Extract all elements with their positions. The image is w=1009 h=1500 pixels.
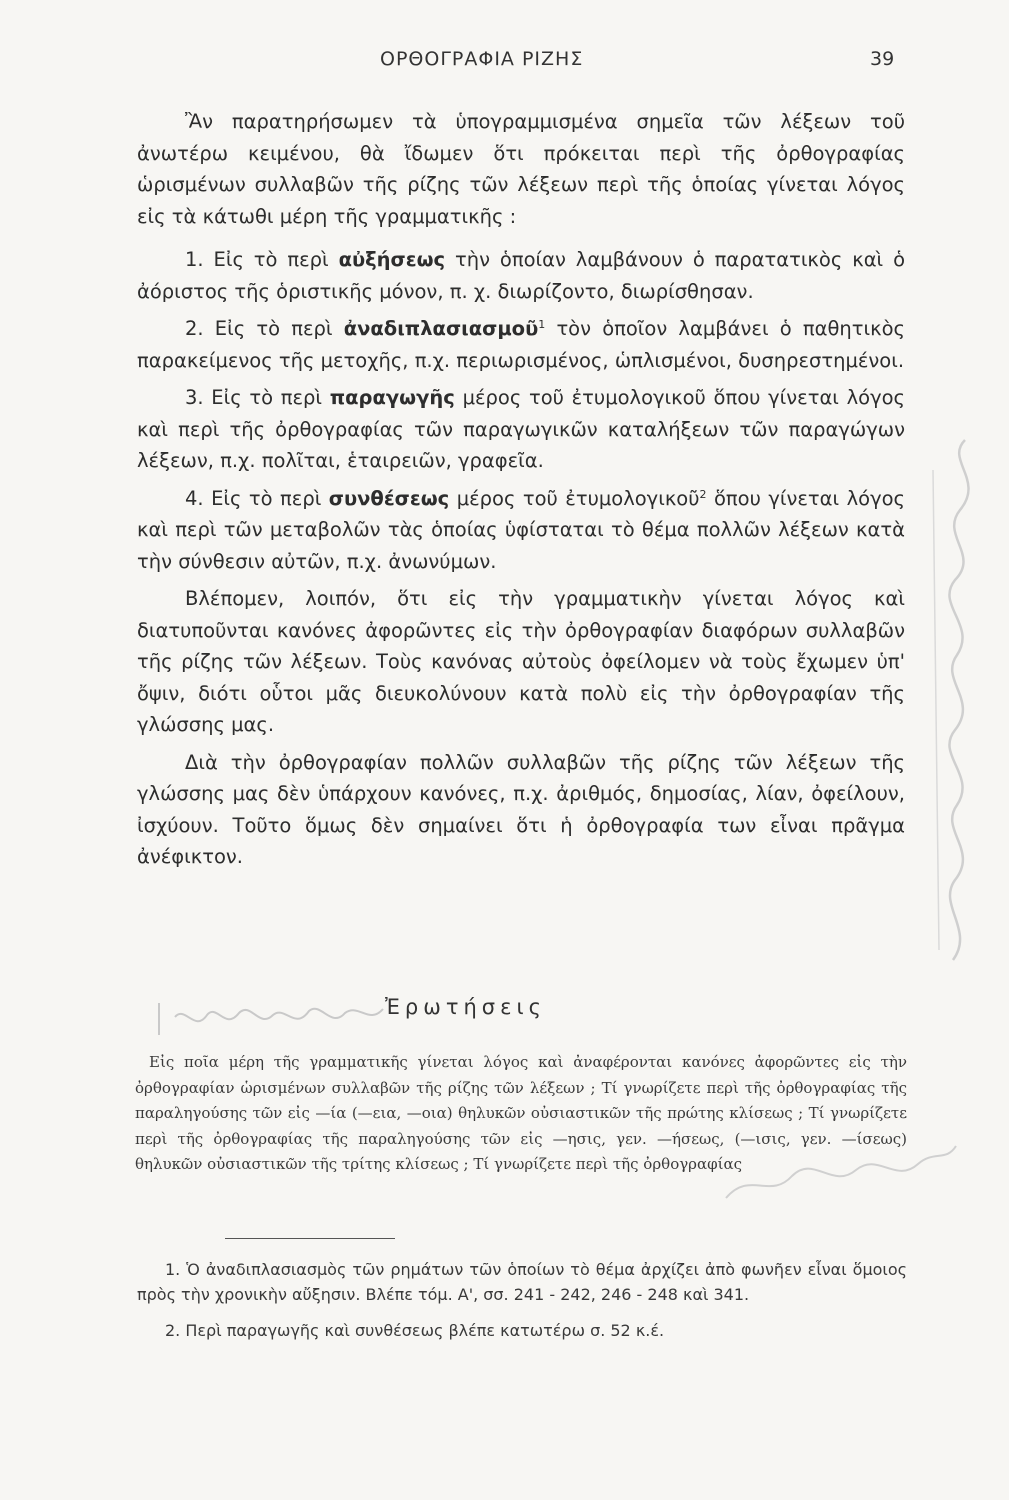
term-composition: συνθέσεως bbox=[328, 486, 450, 510]
item-1: 1. Εἰς τὸ περὶ αὐξήσεως τὴν ὁποίαν λαμβάνουν ὁ παρατατικὸς καὶ ὁ ἀόριστος τῆς ὁριστικῆς μόνον, π. χ. διωρίζοντο, διωρίσθησαν. bbox=[137, 248, 905, 303]
footnotes bbox=[137, 1258, 907, 1356]
footnote-divider bbox=[225, 1238, 395, 1239]
page-number: 39 bbox=[870, 48, 895, 70]
term-augment: αὐξήσεως bbox=[338, 248, 446, 271]
term-derivation: παραγωγῆς bbox=[329, 386, 455, 409]
questions-text: Εἰς ποῖα μέρη τῆς γραμματικῆς γίνεται λόγος καὶ ἀναφέρονται κανόνες ἀφορῶντες εἰς τὴν ὀρθογραφίαν ὡρισμένων συλλαβῶν τῆς ρίζης τῶν λέξεων ; Τί γνωρίζετε περὶ τῆς ὀρθογραφίας τῆς παραληγούσης τῶν εἰς —ία (—εια, —οια) θηλυκῶν οὐσιαστικῶν τῆς πρώτης κλίσεως ; Τί γνωρίζετε περὶ τῆς ὀρθογραφίας τῆς παραληγούσης τῶν εἰς —ησις, γεν. —ήσεως, (—ισις, γεν. —ίσεως) θηλυκῶν οὐσιαστικῶν τῆς τρίτης κλίσεως ; Τί γνωρίζετε περὶ τῆς ὀρθογραφίας bbox=[135, 1053, 907, 1173]
paragraph-rules: Βλέπομεν, λοιπόν, ὅτι εἰς τὴν γραμματικὴν γίνεται λόγος καὶ διατυποῦνται κανόνες ἀφορῶντες εἰς τὴν ὀρθογραφίαν διαφόρων συλλαβῶν τῆς ρίζης τῶν λέξεων. Τοὺς κανόνας αὐτοὺς ὀφείλομεν νὰ τοὺς ἔχωμεν ὑπ' ὄψιν, διότι οὗτοι μᾶς διευκολύνουν κατὰ πολὺ εἰς τὴν ὀρθογραφίαν τῆς γλώσσης μας. bbox=[137, 587, 905, 736]
footnote-ref-2[interactable]: 2 bbox=[699, 487, 707, 501]
paragraph-no-rules: Διὰ τὴν ὀρθογραφίαν πολλῶν συλλαβῶν τῆς ρίζης τῶν λέξεων τῆς γλώσσης μας δὲν ὑπάρχουν κανόνες, π.χ. ἀριθμός, δημοσίας, λίαν, ὀφείλουν, ἰσχύουν. Τοῦτο ὅμως δὲν σημαίνει ὅτι ἡ ὀρθογραφία των εἶναι πρᾶγμα ἀνέφικτον. bbox=[137, 750, 905, 868]
footnote-ref-1[interactable]: 1 bbox=[538, 318, 546, 331]
questions-heading: Ἐρωτήσεις bbox=[385, 995, 546, 1019]
handwriting-mark-right-margin bbox=[905, 430, 1005, 990]
intro-paragraph: Ἂν παρατηρήσωμεν τὰ ὑπογραμμισμένα σημεῖα τῶν λέξεων τοῦ ἀνωτέρω κειμένου, θὰ ἴδωμεν ὅτι πρόκειται περὶ τῆς ὀρθογραφίας ὡρισμένων συλλαβῶν τῆς ρίζης τῶν λέξεων περὶ τῆς ὁποίας γίνεται λόγος εἰς τὰ κάτωθι μέρη τῆς γραμματικῆς : bbox=[137, 110, 905, 228]
running-header: ΟΡΘΟΓΡΑΦΙΑ ΡΙΖΗΣ bbox=[380, 48, 584, 70]
handwriting-mark-bottom-left bbox=[155, 995, 395, 1041]
footnote-1: 1. Ὁ ἀναδιπλασιασμὸς τῶν ρημάτων τῶν ὁποίων τὸ θέμα ἀρχίζει ἀπὸ φωνῆεν εἶναι ὅμοιος πρὸς τὴν χρονικὴν αὔξησιν. Βλέπε τόμ. Α', σσ. 241 - 242, 246 - 248 καὶ 341. bbox=[137, 1260, 907, 1304]
item-2: 2. Εἰς τὸ περὶ ἀναδιπλασιασμοῦ$^1$ τὸν ὁποῖον λαμβάνει ὁ παθητικὸς παρακείμενος τῆς μετοχῆς, π.χ. περιωρισμένος, ὡπλισμένοι, δυσηρεστημένοι. bbox=[137, 317, 905, 372]
item-3: 3. Εἰς τὸ περὶ παραγωγῆς μέρος τοῦ ἐτυμολογικοῦ ὅπου γίνεται λόγος καὶ περὶ τῆς ὀρθογραφίας τῶν παραγωγικῶν καταλήξεων τῶν παραγώγων λέξεων, π.χ. πολῖται, ἑταιρειῶν, γραφεῖα. bbox=[137, 386, 905, 472]
item-4: 4. Εἰς τὸ περὶ συνθέσεως μέρος τοῦ ἐτυμολογικοῦ$^2$ ὅπου γίνεται λόγος καὶ περὶ τῶν μεταβολῶν τὰς ὁποίας ὑφίσταται τὸ θέμα πολλῶν λέξεων κατὰ τὴν σύνθεσιν αὐτῶν, π.χ. ἀνωνύμων. bbox=[137, 486, 905, 573]
term-reduplication: ἀναδιπλασιασμοῦ bbox=[343, 317, 539, 340]
main-text bbox=[137, 106, 905, 885]
footnote-2: 2. Περὶ παραγωγῆς καὶ συνθέσεως βλέπε κατωτέρω σ. 52 κ.έ. bbox=[165, 1321, 665, 1340]
